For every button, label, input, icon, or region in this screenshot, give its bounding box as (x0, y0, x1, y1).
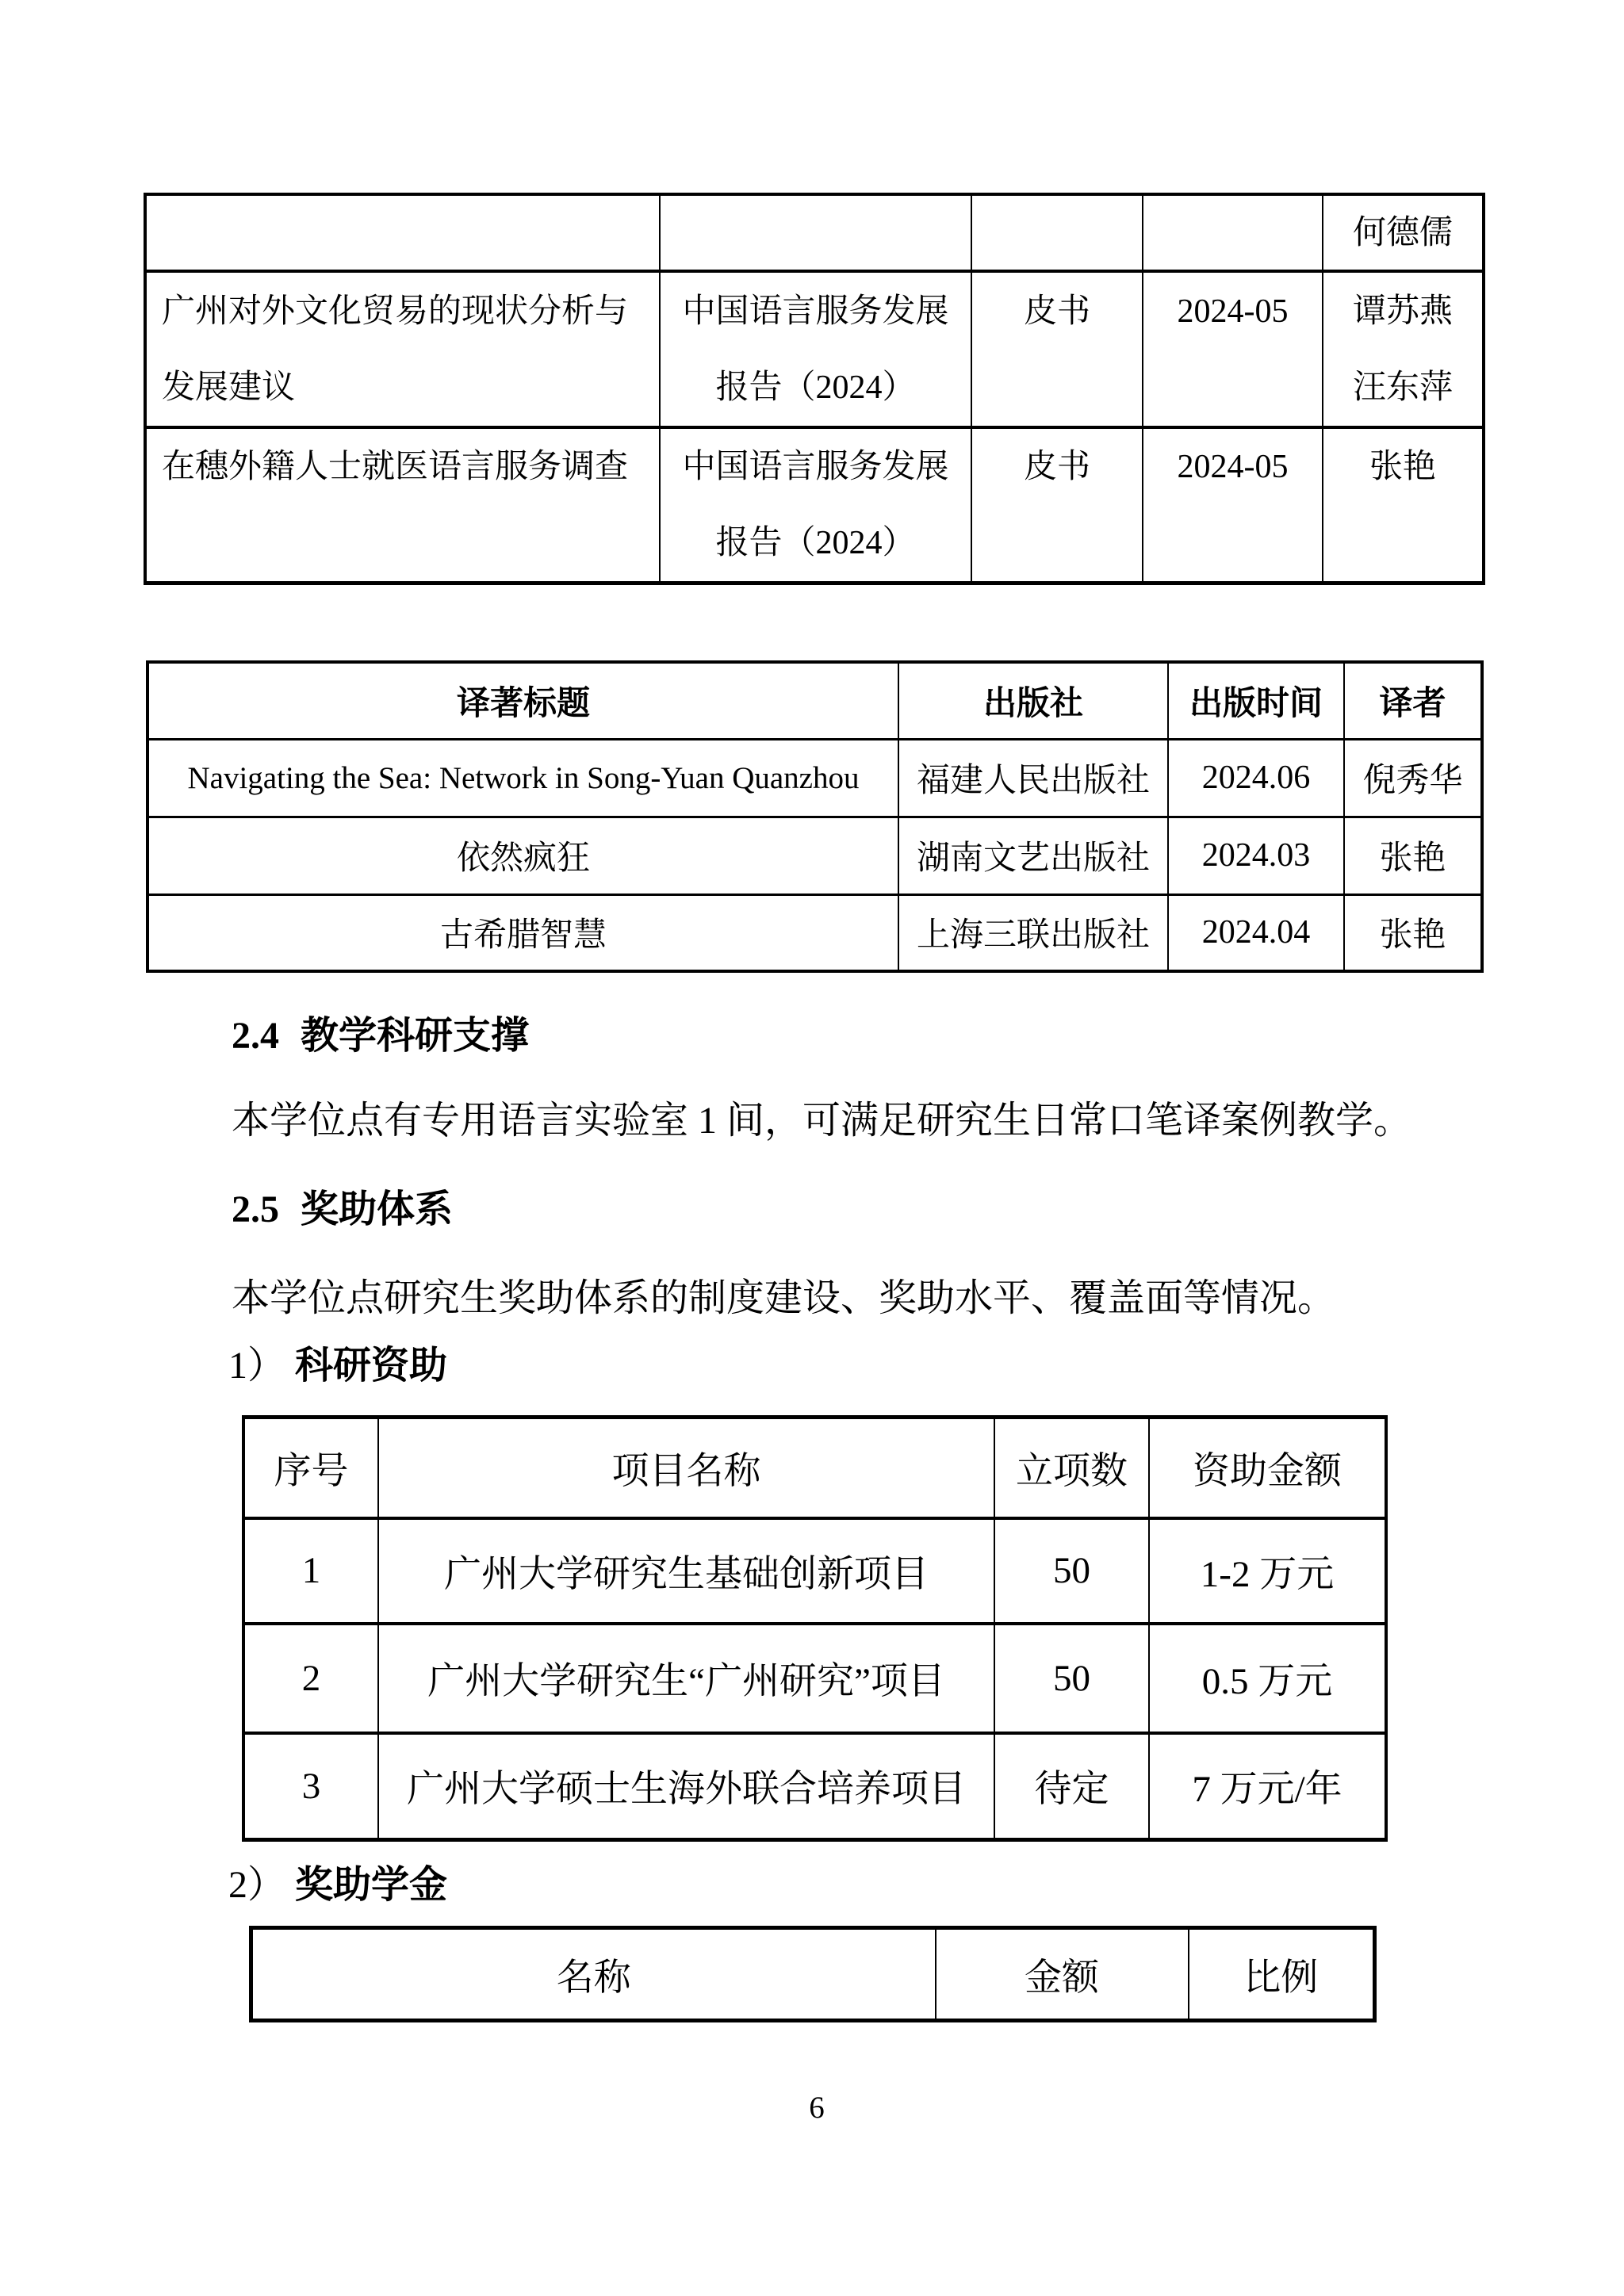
cell (1323, 271, 1484, 427)
table-row (243, 1624, 1386, 1733)
cell: 50 (994, 1624, 1149, 1733)
subsection-title: 科研资助 (295, 1345, 448, 1387)
cell-line (1143, 197, 1322, 270)
header-cell: 出版社 (898, 662, 1168, 739)
cell-line: 谭苏燕 (1352, 293, 1453, 330)
cell: 上海三联出版社 (898, 894, 1168, 971)
cell-line: 中国语言服务发展 (682, 449, 949, 485)
table-row (147, 739, 1482, 817)
subsection-title: 奖助学金 (295, 1864, 448, 1906)
cell (145, 194, 660, 271)
cell: 广州大学研究生“广州研究”项目 (378, 1624, 994, 1733)
cell-line: 中国语言服务发展 (682, 293, 949, 330)
cell (1143, 194, 1323, 271)
cell (1323, 427, 1484, 584)
header-cell: 项目名称 (378, 1418, 994, 1518)
subsection-2-heading (228, 1863, 447, 1908)
table-row (243, 1733, 1386, 1840)
cell (971, 427, 1143, 584)
header-cell: 立项数 (994, 1418, 1149, 1518)
table-header-row (147, 662, 1482, 739)
cell-line (972, 505, 1142, 581)
heading-title: 教学科研支撑 (301, 1015, 530, 1057)
publications-table (144, 193, 1485, 585)
subsection-1-heading (228, 1344, 447, 1388)
cell-line: 皮书 (1023, 293, 1090, 330)
cell-line: 报告（2024） (715, 369, 916, 406)
header-cell: 比例 (1189, 1928, 1375, 2021)
section-heading-2-5 (232, 1188, 453, 1232)
cell (1143, 427, 1323, 584)
page-number: 6 (809, 2091, 825, 2125)
section-2-4-paragraph: 本学位点有专用语言实验室 1 间，可满足研究生日常口笔译案例教学。 (232, 1100, 1412, 1142)
cell-line: 何德儒 (1352, 214, 1453, 251)
table-header-row (251, 1928, 1375, 2021)
cell-line: 在穗外籍人士就医语言服务调查 (162, 449, 629, 485)
cell (1143, 271, 1323, 427)
cell: 依然疯狂 (147, 817, 898, 894)
cell: 50 (994, 1518, 1149, 1624)
cell: 广州大学硕士生海外联合培养项目 (378, 1733, 994, 1840)
cell: 古希腊智慧 (147, 894, 898, 971)
cell-line: 报告（2024） (715, 525, 916, 561)
table-header-row (243, 1418, 1386, 1518)
cell-line: 汪东萍 (1352, 369, 1453, 406)
cell-line (972, 350, 1142, 426)
header-cell: 资助金额 (1149, 1418, 1386, 1518)
cell-line: 发展建议 (162, 369, 296, 406)
table-row (147, 894, 1482, 971)
cell: 0.5 万元 (1149, 1624, 1386, 1733)
heading-title: 奖助体系 (301, 1188, 454, 1230)
scholarship-table (249, 1926, 1377, 2022)
cell: 1 (243, 1518, 378, 1624)
cell-line (1143, 350, 1322, 426)
cell (660, 271, 971, 427)
header-cell: 金额 (936, 1928, 1189, 2021)
cell-line (162, 197, 659, 270)
translations-table (146, 660, 1484, 973)
cell: 福建人民出版社 (898, 739, 1168, 817)
cell: 倪秀华 (1344, 739, 1482, 817)
cell (971, 271, 1143, 427)
cell: 张艳 (1344, 894, 1482, 971)
header-cell: 译著标题 (147, 662, 898, 739)
table-row (145, 271, 1484, 427)
section-heading-2-4 (232, 1014, 529, 1058)
cell-line (1323, 505, 1482, 581)
cell (145, 271, 660, 427)
cell-line (972, 197, 1142, 270)
cell (971, 194, 1143, 271)
table-row (147, 817, 1482, 894)
cell: 2024.03 (1168, 817, 1344, 894)
cell: 2 (243, 1624, 378, 1733)
cell: 张艳 (1344, 817, 1482, 894)
cell (145, 427, 660, 584)
header-cell: 名称 (251, 1928, 936, 2021)
subsection-number: 1） (228, 1345, 286, 1387)
cell-line (1143, 505, 1322, 581)
cell: 2024.04 (1168, 894, 1344, 971)
cell: 3 (243, 1733, 378, 1840)
header-cell: 序号 (243, 1418, 378, 1518)
cell-line: 2024-05 (1177, 293, 1289, 330)
cell: 1-2 万元 (1149, 1518, 1386, 1624)
table-row (145, 427, 1484, 584)
cell-line (661, 197, 971, 270)
cell: 湖南文艺出版社 (898, 817, 1168, 894)
cell: 待定 (994, 1733, 1149, 1840)
subsection-number: 2） (228, 1864, 286, 1906)
table-row (145, 194, 1484, 271)
cell-line: 广州对外文化贸易的现状分析与 (162, 293, 629, 330)
header-cell: 译者 (1344, 662, 1482, 739)
cell: Navigating the Sea: Network in Song-Yuan Quanzhou (147, 739, 898, 817)
section-2-5-paragraph: 本学位点研究生奖助体系的制度建设、奖助水平、覆盖面等情况。 (232, 1277, 1336, 1319)
cell-line (162, 505, 659, 581)
cell: 7 万元/年 (1149, 1733, 1386, 1840)
cell-line: 张艳 (1369, 449, 1436, 485)
cell-line: 2024-05 (1177, 449, 1289, 485)
cell (660, 427, 971, 584)
cell (1323, 194, 1484, 271)
cell (660, 194, 971, 271)
table-row (243, 1518, 1386, 1624)
funding-table (242, 1415, 1388, 1842)
heading-number: 2.5 (232, 1188, 279, 1230)
heading-number: 2.4 (232, 1015, 279, 1057)
header-cell: 出版时间 (1168, 662, 1344, 739)
cell-line: 皮书 (1023, 449, 1090, 485)
cell: 2024.06 (1168, 739, 1344, 817)
cell: 广州大学研究生基础创新项目 (378, 1518, 994, 1624)
